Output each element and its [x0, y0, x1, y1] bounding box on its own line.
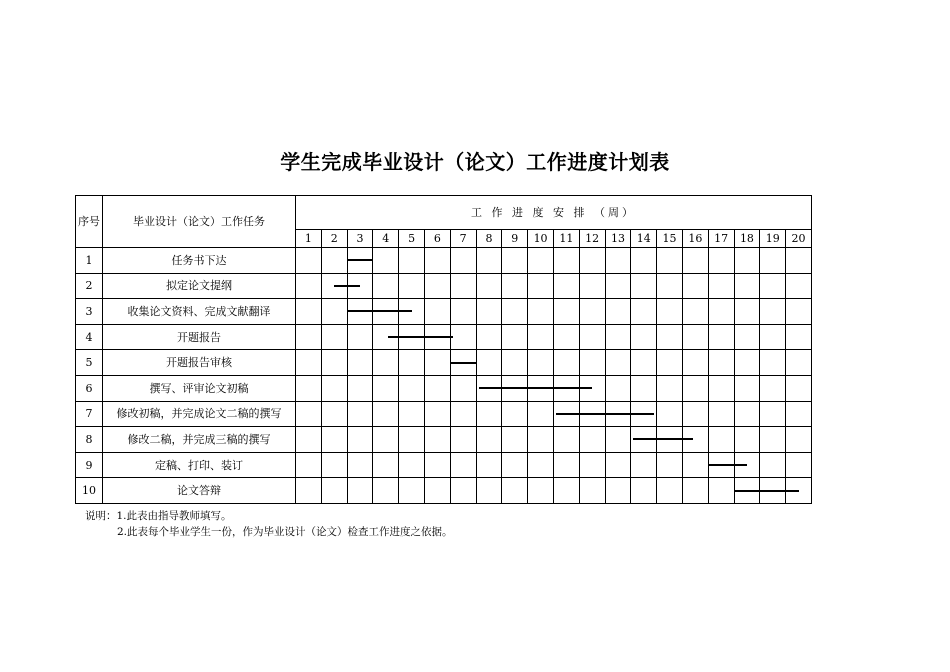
- gantt-bar: [450, 362, 476, 364]
- week-cell: [605, 478, 631, 504]
- week-cell: [296, 375, 322, 401]
- week-cell: [682, 324, 708, 350]
- row-task: 论文答辩: [103, 478, 296, 504]
- week-cell: [631, 299, 657, 325]
- table-row: [76, 375, 812, 401]
- week-cell: [605, 427, 631, 453]
- week-cell: [528, 248, 554, 274]
- gantt-bar: [708, 464, 747, 466]
- week-cell: [682, 375, 708, 401]
- week-cell: [321, 452, 347, 478]
- week-cell: [424, 273, 450, 299]
- week-cell: [502, 401, 528, 427]
- week-cell: [450, 452, 476, 478]
- week-cell: [424, 248, 450, 274]
- week-cell: [321, 478, 347, 504]
- week-cell: [657, 273, 683, 299]
- week-cell: [579, 299, 605, 325]
- week-cell: [786, 452, 812, 478]
- week-cell: [760, 401, 786, 427]
- week-cell: [450, 299, 476, 325]
- week-header-3: 3: [347, 230, 373, 248]
- week-cell: [605, 324, 631, 350]
- week-cell: [657, 401, 683, 427]
- week-cell: [296, 350, 322, 376]
- week-cell: [399, 452, 425, 478]
- week-cell: [760, 273, 786, 299]
- week-cell: [321, 401, 347, 427]
- week-cell: [399, 478, 425, 504]
- week-cell: [502, 350, 528, 376]
- row-task: 开题报告审核: [103, 350, 296, 376]
- week-cell: [296, 401, 322, 427]
- week-header-17: 17: [708, 230, 734, 248]
- week-cell: [528, 427, 554, 453]
- week-cell: [502, 299, 528, 325]
- week-cell: [528, 299, 554, 325]
- week-cell: [373, 401, 399, 427]
- week-cell: [528, 478, 554, 504]
- row-task: 修改初稿，并完成论文二稿的撰写: [103, 401, 296, 427]
- gantt-bar: [334, 285, 360, 287]
- week-cell: [708, 401, 734, 427]
- week-header-18: 18: [734, 230, 760, 248]
- week-cell: [682, 401, 708, 427]
- week-cell: [450, 248, 476, 274]
- week-cell: [321, 375, 347, 401]
- week-cell: [734, 401, 760, 427]
- week-cell: [734, 324, 760, 350]
- week-cell: [476, 427, 502, 453]
- week-header-19: 19: [760, 230, 786, 248]
- seq-column-header: 序号: [76, 196, 103, 248]
- week-cell: [657, 478, 683, 504]
- week-cell: [424, 299, 450, 325]
- table-row: [76, 248, 812, 274]
- week-cell: [321, 350, 347, 376]
- week-cell: [450, 427, 476, 453]
- week-cell: [657, 375, 683, 401]
- week-cell: [502, 478, 528, 504]
- table-row: [76, 273, 812, 299]
- week-cell: [760, 427, 786, 453]
- week-cell: [553, 324, 579, 350]
- week-cell: [734, 248, 760, 274]
- row-seq: 8: [76, 427, 103, 453]
- week-cell: [786, 401, 812, 427]
- week-cell: [786, 273, 812, 299]
- week-cell: [476, 350, 502, 376]
- week-cell: [682, 273, 708, 299]
- week-cell: [399, 350, 425, 376]
- row-task: 收集论文资料、完成文献翻译: [103, 299, 296, 325]
- week-cell: [708, 324, 734, 350]
- week-cell: [786, 248, 812, 274]
- week-cell: [528, 452, 554, 478]
- week-cell: [502, 273, 528, 299]
- week-cell: [476, 248, 502, 274]
- week-cell: [347, 478, 373, 504]
- week-cell: [734, 273, 760, 299]
- table-row: [76, 427, 812, 453]
- row-seq: 1: [76, 248, 103, 274]
- week-cell: [553, 452, 579, 478]
- week-cell: [347, 401, 373, 427]
- week-cell: [682, 299, 708, 325]
- week-cell: [528, 350, 554, 376]
- week-cell: [424, 375, 450, 401]
- week-cell: [579, 478, 605, 504]
- week-cell: [450, 401, 476, 427]
- week-cell: [631, 478, 657, 504]
- week-cell: [579, 273, 605, 299]
- week-cell: [605, 273, 631, 299]
- week-header-8: 8: [476, 230, 502, 248]
- week-cell: [424, 401, 450, 427]
- row-seq: 5: [76, 350, 103, 376]
- week-cell: [734, 299, 760, 325]
- table-row: [76, 452, 812, 478]
- week-cell: [502, 427, 528, 453]
- week-cell: [682, 248, 708, 274]
- week-cell: [605, 375, 631, 401]
- week-cell: [786, 427, 812, 453]
- week-cell: [502, 452, 528, 478]
- week-cell: [373, 375, 399, 401]
- week-cell: [579, 350, 605, 376]
- week-header-10: 10: [528, 230, 554, 248]
- week-cell: [734, 375, 760, 401]
- week-cell: [760, 452, 786, 478]
- week-header-11: 11: [553, 230, 579, 248]
- week-cell: [579, 324, 605, 350]
- week-cell: [321, 324, 347, 350]
- week-header-4: 4: [373, 230, 399, 248]
- week-cell: [296, 427, 322, 453]
- week-cell: [373, 478, 399, 504]
- week-cell: [528, 273, 554, 299]
- week-cell: [399, 427, 425, 453]
- week-cell: [708, 248, 734, 274]
- week-cell: [321, 299, 347, 325]
- week-cell: [399, 273, 425, 299]
- week-cell: [657, 299, 683, 325]
- row-seq: 7: [76, 401, 103, 427]
- week-cell: [528, 401, 554, 427]
- week-header-6: 6: [424, 230, 450, 248]
- week-cell: [424, 452, 450, 478]
- week-cell: [424, 350, 450, 376]
- row-task: 定稿、打印、装订: [103, 452, 296, 478]
- week-header-9: 9: [502, 230, 528, 248]
- gantt-bar: [479, 387, 593, 389]
- row-seq: 4: [76, 324, 103, 350]
- gantt-bar: [347, 259, 373, 261]
- week-cell: [605, 452, 631, 478]
- week-cell: [657, 324, 683, 350]
- week-cell: [553, 350, 579, 376]
- week-cell: [631, 375, 657, 401]
- week-cell: [296, 478, 322, 504]
- week-cell: [476, 401, 502, 427]
- week-cell: [502, 324, 528, 350]
- row-seq: 10: [76, 478, 103, 504]
- week-cell: [631, 248, 657, 274]
- week-header-16: 16: [682, 230, 708, 248]
- week-cell: [553, 273, 579, 299]
- week-cell: [605, 299, 631, 325]
- week-cell: [373, 427, 399, 453]
- week-cell: [476, 452, 502, 478]
- table-row: [76, 299, 812, 325]
- week-cell: [734, 350, 760, 376]
- row-task: 撰写、评审论文初稿: [103, 375, 296, 401]
- row-task: 拟定论文提纲: [103, 273, 296, 299]
- week-cell: [373, 350, 399, 376]
- week-cell: [424, 427, 450, 453]
- week-cell: [682, 350, 708, 376]
- week-cell: [373, 248, 399, 274]
- week-cell: [734, 427, 760, 453]
- week-cell: [476, 299, 502, 325]
- gantt-bar: [388, 336, 452, 338]
- gantt-bar: [633, 438, 692, 440]
- week-cell: [760, 248, 786, 274]
- table-row: [76, 478, 812, 504]
- table-row: [76, 401, 812, 427]
- week-cell: [296, 324, 322, 350]
- week-cell: [605, 350, 631, 376]
- note-line-2: 2.此表每个毕业学生一份，作为毕业设计（论文）检查工作进度之依据。: [117, 526, 453, 538]
- week-cell: [708, 375, 734, 401]
- week-cell: [760, 350, 786, 376]
- week-cell: [708, 350, 734, 376]
- week-header-1: 1: [296, 230, 322, 248]
- gantt-bar: [347, 310, 411, 312]
- week-header-13: 13: [605, 230, 631, 248]
- row-seq: 9: [76, 452, 103, 478]
- gantt-bar: [556, 413, 654, 415]
- row-task: 任务书下达: [103, 248, 296, 274]
- week-cell: [657, 452, 683, 478]
- week-cell: [399, 401, 425, 427]
- week-cell: [373, 273, 399, 299]
- week-cell: [760, 324, 786, 350]
- week-cell: [682, 452, 708, 478]
- week-cell: [631, 273, 657, 299]
- week-cell: [631, 350, 657, 376]
- week-cell: [708, 427, 734, 453]
- week-cell: [296, 452, 322, 478]
- week-header-2: 2: [321, 230, 347, 248]
- week-cell: [296, 273, 322, 299]
- week-cell: [786, 299, 812, 325]
- page-title: 学生完成毕业设计（论文）工作进度计划表: [280, 150, 670, 174]
- week-cell: [528, 324, 554, 350]
- week-cell: [502, 248, 528, 274]
- notes: [85, 508, 453, 540]
- week-cell: [553, 248, 579, 274]
- week-cell: [631, 324, 657, 350]
- week-cell: [657, 350, 683, 376]
- week-cell: [760, 375, 786, 401]
- week-header-20: 20: [786, 230, 812, 248]
- week-cell: [321, 427, 347, 453]
- table-row: [76, 350, 812, 376]
- week-cell: [760, 299, 786, 325]
- week-cell: [476, 273, 502, 299]
- task-column-header: 毕业设计（论文）工作任务: [103, 196, 296, 248]
- row-seq: 3: [76, 299, 103, 325]
- week-cell: [631, 452, 657, 478]
- week-cell: [708, 478, 734, 504]
- week-cell: [347, 452, 373, 478]
- week-cell: [450, 273, 476, 299]
- row-task: 修改二稿，并完成三稿的撰写: [103, 427, 296, 453]
- week-cell: [553, 299, 579, 325]
- week-cell: [657, 248, 683, 274]
- week-header-7: 7: [450, 230, 476, 248]
- week-cell: [708, 299, 734, 325]
- schedule-header: 工 作 进 度 安 排 （周）: [296, 196, 812, 230]
- week-header-5: 5: [399, 230, 425, 248]
- week-cell: [347, 427, 373, 453]
- note-line-1: 说明：1.此表由指导教师填写。: [85, 510, 232, 522]
- week-cell: [786, 324, 812, 350]
- week-header-15: 15: [657, 230, 683, 248]
- week-cell: [476, 324, 502, 350]
- week-cell: [786, 375, 812, 401]
- week-cell: [399, 248, 425, 274]
- week-cell: [450, 478, 476, 504]
- week-cell: [347, 324, 373, 350]
- row-seq: 2: [76, 273, 103, 299]
- week-cell: [399, 375, 425, 401]
- row-task: 开题报告: [103, 324, 296, 350]
- week-cell: [450, 375, 476, 401]
- week-cell: [553, 427, 579, 453]
- week-cell: [321, 248, 347, 274]
- week-cell: [450, 324, 476, 350]
- week-cell: [579, 427, 605, 453]
- week-cell: [347, 350, 373, 376]
- week-cell: [708, 273, 734, 299]
- week-header-14: 14: [631, 230, 657, 248]
- week-cell: [605, 248, 631, 274]
- week-cell: [424, 478, 450, 504]
- week-cell: [347, 375, 373, 401]
- week-cell: [579, 248, 605, 274]
- schedule-table: [75, 195, 812, 504]
- week-cell: [476, 478, 502, 504]
- week-cell: [579, 452, 605, 478]
- week-cell: [296, 248, 322, 274]
- week-cell: [373, 452, 399, 478]
- week-cell: [786, 350, 812, 376]
- week-cell: [682, 478, 708, 504]
- gantt-bar: [734, 490, 798, 492]
- week-cell: [296, 299, 322, 325]
- row-seq: 6: [76, 375, 103, 401]
- week-cell: [553, 478, 579, 504]
- week-header-12: 12: [579, 230, 605, 248]
